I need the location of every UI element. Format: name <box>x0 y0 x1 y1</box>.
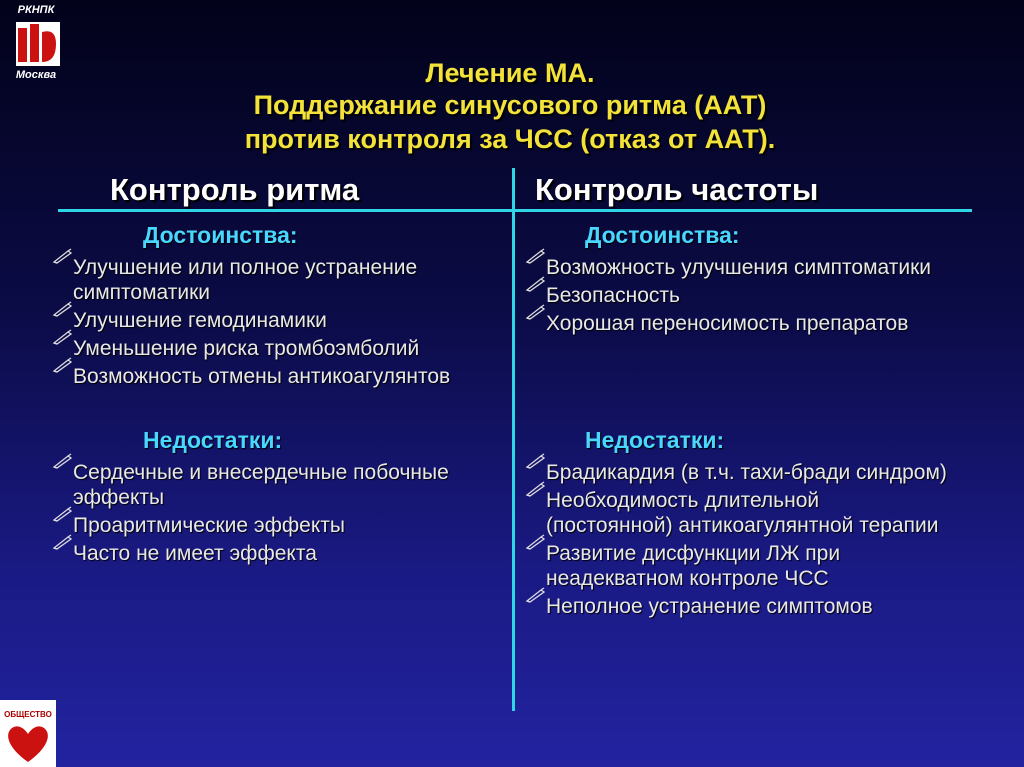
right-pros-list <box>527 255 947 339</box>
left-column-heading: Контроль ритма <box>110 172 360 207</box>
list-item <box>527 311 947 336</box>
slide-title-line-2: Поддержание синусового ритма (ААТ) <box>253 90 767 120</box>
list-item <box>54 513 510 538</box>
logo-bottom-text: Москва <box>15 69 57 81</box>
pen-bullet-icon <box>525 584 547 600</box>
list-item-text: Улучшение или полное устранение симптоматики <box>73 256 418 304</box>
pen-bullet-icon <box>525 273 547 289</box>
list-item-text: Безопасность <box>546 284 680 307</box>
list-item <box>54 460 510 510</box>
heart-icon <box>0 700 56 767</box>
vertical-divider <box>512 168 515 711</box>
list-item <box>527 541 947 591</box>
right-cons-list <box>527 460 947 622</box>
list-item <box>54 541 510 566</box>
logo-mark-icon <box>16 22 60 66</box>
list-item-text: Сердечные и внесердечные побочные эффекты <box>73 461 449 509</box>
horizontal-divider <box>58 209 972 212</box>
list-item <box>527 594 947 619</box>
list-item <box>54 255 510 305</box>
list-item <box>54 364 510 389</box>
pen-bullet-icon <box>525 450 547 466</box>
list-item-text: Возможность отмены антикоагулянтов <box>73 365 451 388</box>
logo-top-text: РКНПК <box>17 4 55 16</box>
society-logo-text: ОБЩЕСТВО <box>4 710 52 719</box>
right-column-heading: Контроль частоты <box>535 172 819 207</box>
pen-bullet-icon <box>52 531 74 547</box>
pen-bullet-icon <box>525 478 547 494</box>
list-item-text: Необходимость длительной (постоянной) антикоагулянтной терапии <box>546 489 939 537</box>
left-cons-heading: Недостатки: <box>143 427 283 453</box>
right-pros-heading: Достоинства: <box>585 222 740 248</box>
left-pros-list <box>54 255 510 392</box>
society-logo <box>0 700 56 767</box>
pen-bullet-icon <box>525 531 547 547</box>
pen-bullet-icon <box>52 354 74 370</box>
list-item-text: Развитие дисфункции ЛЖ при неадекватном контроле ЧСС <box>546 542 841 590</box>
list-item-text: Часто не имеет эффекта <box>73 542 317 565</box>
pen-bullet-icon <box>52 298 74 314</box>
slide-title-line-1: Лечение МА. <box>425 58 595 88</box>
list-item <box>527 460 947 485</box>
list-item-text: Улучшение гемодинамики <box>73 309 327 332</box>
list-item-text: Возможность улучшения симптоматики <box>546 256 931 279</box>
list-item <box>54 308 510 333</box>
pen-bullet-icon <box>52 245 74 261</box>
pen-bullet-icon <box>52 503 74 519</box>
list-item-text: Уменьшение риска тромбоэмболий <box>73 337 420 360</box>
list-item-text: Хорошая переносимость препаратов <box>546 312 909 335</box>
left-pros-heading: Достоинства: <box>143 222 298 248</box>
list-item <box>527 488 947 538</box>
list-item-text: Неполное устранение симптомов <box>546 595 873 618</box>
list-item <box>54 336 510 361</box>
pen-bullet-icon <box>525 301 547 317</box>
pen-bullet-icon <box>52 450 74 466</box>
pen-bullet-icon <box>525 245 547 261</box>
left-cons-list <box>54 460 510 569</box>
list-item-text: Брадикардия (в т.ч. тахи-бради синдром) <box>546 461 947 484</box>
pen-bullet-icon <box>52 326 74 342</box>
list-item-text: Проаритмические эффекты <box>73 514 345 537</box>
list-item <box>527 283 947 308</box>
right-cons-heading: Недостатки: <box>585 427 725 453</box>
slide-title-line-3: против контроля за ЧСС (отказ от ААТ). <box>244 124 776 154</box>
rknpk-logo <box>6 4 66 84</box>
list-item <box>527 255 947 280</box>
